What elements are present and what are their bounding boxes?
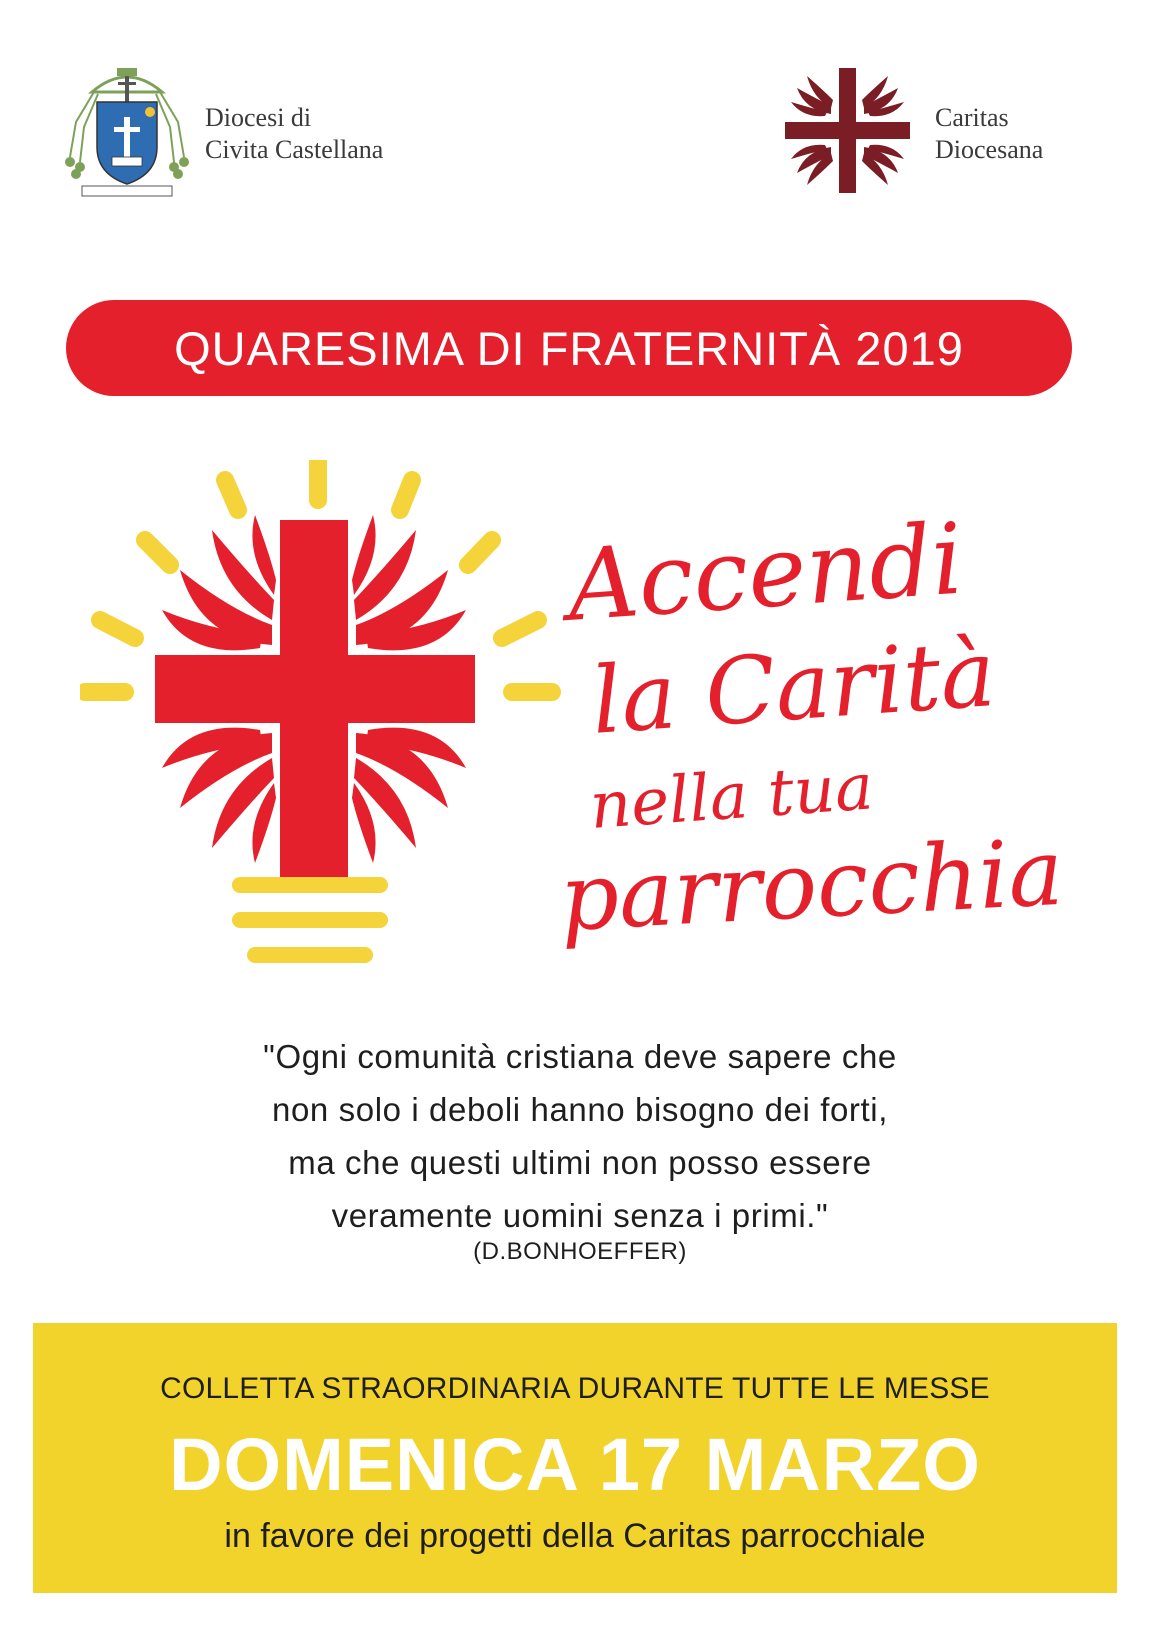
caritas-cross-icon [785, 68, 910, 193]
slogan-line1: Accendi [564, 502, 967, 644]
quote [150, 1030, 1010, 1242]
quote-line1: "Ogni comunità cristiana deve sapere che [263, 1038, 897, 1075]
coat-of-arms-icon [62, 62, 192, 202]
diocese-name-line2: Civita Castellana [205, 135, 384, 164]
quote-line4: veramente uomini senza i primi." [331, 1197, 829, 1234]
diocese-name-line1: Diocesi di [205, 103, 312, 132]
banner-title: QUARESIMA DI FRATERNITÀ 2019 [174, 321, 964, 375]
slogan-line2: la Carità [588, 619, 999, 755]
diocese-name [205, 102, 383, 166]
caritas-name-line1: Caritas [935, 103, 1009, 132]
footer-purpose-text: in favore dei progetti della Caritas parrocchiale [224, 1517, 926, 1555]
caritas-lightbulb-icon [80, 460, 570, 980]
quote-line3: ma che questi ultimi non posso essere [288, 1144, 872, 1181]
slogan-line4: parrocchia [557, 818, 1066, 952]
slogan-line3: nella tua [587, 750, 876, 844]
quote-line2: non solo i deboli hanno bisogno dei forti, [272, 1091, 888, 1128]
caritas-name-line2: Diocesana [935, 135, 1044, 164]
title-banner [66, 300, 1072, 396]
footer-date: DOMENICA 17 MARZO [169, 1423, 981, 1506]
caritas-name [935, 102, 1043, 166]
footer-collection-text: COLLETTA STRAORDINARIA DURANTE TUTTE LE MESSE [160, 1372, 990, 1405]
quote-author: (D.BONHOEFFER) [473, 1238, 687, 1265]
